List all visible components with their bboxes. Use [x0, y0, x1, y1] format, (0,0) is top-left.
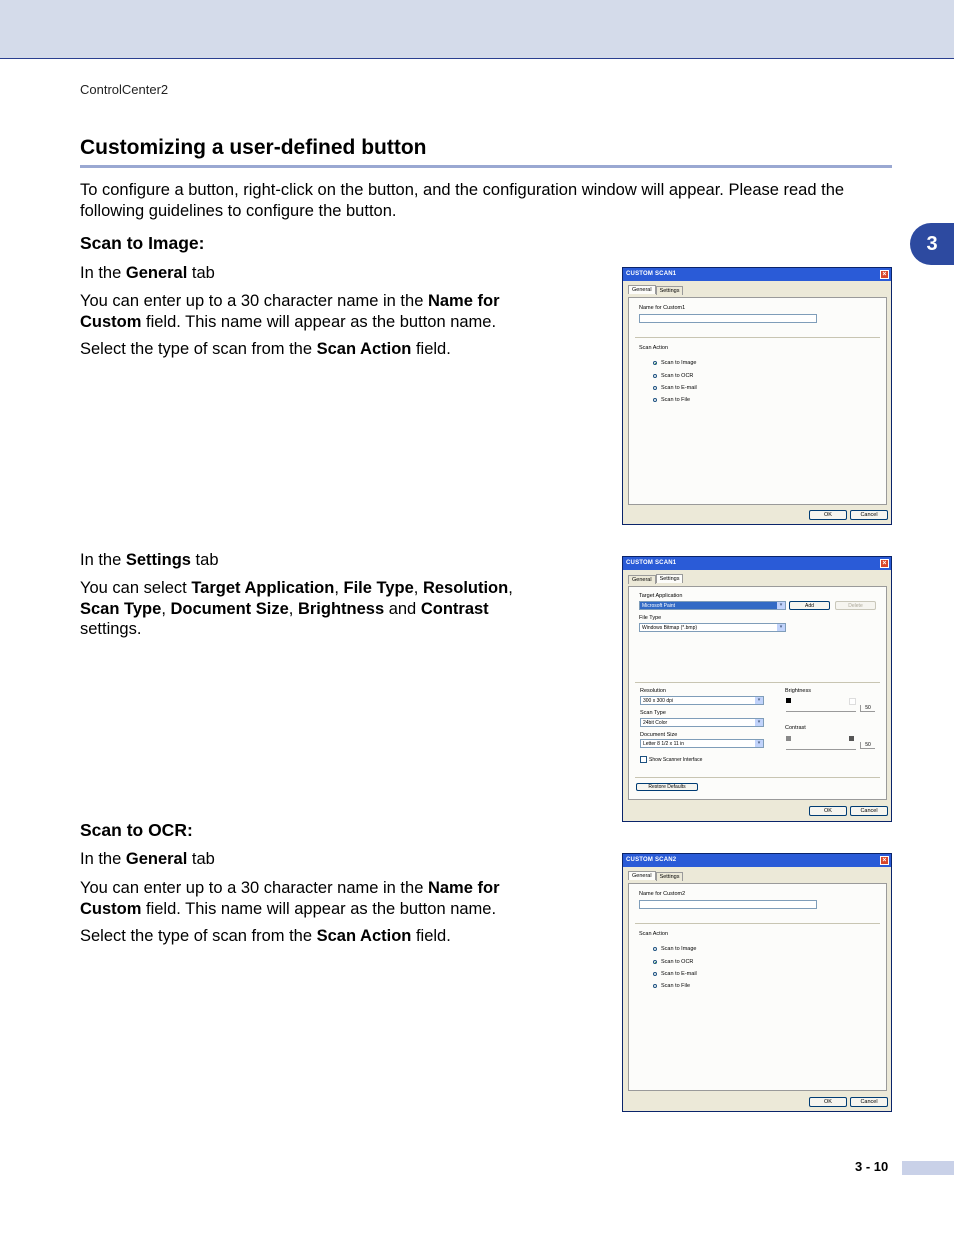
radio-icon — [653, 972, 657, 976]
close-icon[interactable]: × — [880, 856, 889, 865]
brightness-value[interactable]: 50 — [860, 705, 875, 712]
file-type-select[interactable]: Windows Bitmap (*.bmp) ▾ — [639, 623, 786, 632]
dialog-titlebar: CUSTOM SCAN1 × — [623, 557, 891, 570]
tab-general[interactable]: General — [628, 871, 656, 880]
intro-paragraph: To configure a button, right-click on the button, and the configuration window will appear. Please read the following guidelines to configure the button. — [80, 181, 845, 220]
ok-button[interactable]: OK — [809, 806, 847, 816]
footer-band — [902, 1161, 954, 1175]
checkbox-icon — [640, 756, 647, 763]
divider — [635, 337, 880, 338]
custom-scan2-general-dialog — [622, 853, 892, 1112]
document-size-select[interactable]: Letter 8 1/2 x 11 in ▾ — [640, 739, 764, 748]
tab-settings[interactable]: Settings — [656, 872, 684, 881]
name-for-custom-field[interactable] — [639, 314, 817, 323]
ok-button[interactable]: OK — [809, 1097, 847, 1107]
low-contrast-icon — [786, 736, 791, 741]
name-for-custom-field[interactable] — [639, 900, 817, 909]
resolution-label: Resolution — [640, 688, 666, 694]
divider — [635, 682, 880, 683]
cancel-button[interactable]: Cancel — [850, 510, 888, 520]
radio-icon — [653, 398, 657, 402]
radio-selected-icon — [653, 960, 657, 964]
scan-action-paragraph: Select the type of scan from the Scan Action field. — [80, 340, 451, 358]
tab-general[interactable]: General — [628, 575, 656, 584]
radio-selected-icon — [653, 361, 657, 365]
show-scanner-interface-checkbox[interactable]: Show Scanner Interface — [640, 756, 702, 763]
name-for-custom-label: Name for Custom2 — [639, 891, 686, 897]
contrast-label: Contrast — [785, 725, 806, 731]
divider — [635, 777, 880, 778]
contrast-value[interactable]: 50 — [860, 742, 875, 749]
close-icon[interactable]: × — [880, 559, 889, 568]
ok-button[interactable]: OK — [809, 510, 847, 520]
settings-tab-line: In the Settings tab — [80, 551, 219, 569]
radio-scan-to-email[interactable]: Scan to E-mail — [653, 971, 697, 977]
header-band — [0, 0, 954, 59]
add-button[interactable]: Add — [789, 601, 830, 610]
general-tab-line: In the General tab — [80, 264, 215, 282]
chevron-down-icon: ▾ — [777, 624, 785, 631]
brightness-label: Brightness — [785, 688, 811, 694]
chevron-down-icon: ▾ — [755, 719, 763, 726]
restore-defaults-button[interactable]: Restore Defaults — [636, 783, 698, 791]
heading-scan-to-ocr: Scan to OCR: — [80, 820, 193, 840]
custom-scan1-general-dialog — [622, 267, 892, 525]
section-title: Customizing a user-defined button — [80, 136, 427, 159]
settings-pane — [628, 586, 887, 800]
high-contrast-icon — [849, 736, 854, 741]
target-application-select[interactable]: Microsoft Paint ▾ — [639, 601, 786, 610]
contrast-slider[interactable] — [786, 749, 856, 750]
chevron-down-icon: ▾ — [777, 602, 785, 609]
settings-paragraph: You can select Target Application, File Type, Resolution, Scan Type, Document Size, Brightness and Contrast settings. — [80, 579, 513, 638]
chapter-tab: 3 — [910, 223, 954, 265]
ocr-general-tab-line: In the General tab — [80, 850, 215, 868]
ocr-name-paragraph: You can enter up to a 30 character name in the Name for Custom field. This name will appear as the button name. — [80, 879, 500, 918]
cancel-button[interactable]: Cancel — [850, 806, 888, 816]
tab-settings[interactable]: Settings — [656, 286, 684, 295]
document-size-label: Document Size — [640, 732, 678, 738]
cancel-button[interactable]: Cancel — [850, 1097, 888, 1107]
running-title: ControlCenter2 — [80, 82, 169, 97]
target-application-label: Target Application — [639, 593, 683, 599]
radio-icon — [653, 386, 657, 390]
radio-scan-to-email[interactable]: Scan to E-mail — [653, 385, 697, 391]
heading-scan-to-image: Scan to Image: — [80, 233, 205, 253]
name-for-custom-label: Name for Custom1 — [639, 305, 686, 311]
divider — [635, 923, 880, 924]
scan-type-label: Scan Type — [640, 710, 666, 716]
tab-settings[interactable]: Settings — [656, 574, 684, 583]
dark-square-icon — [786, 698, 791, 703]
close-icon[interactable]: × — [880, 270, 889, 279]
chevron-down-icon: ▾ — [755, 697, 763, 704]
scan-action-label: Scan Action — [639, 345, 669, 351]
scan-type-select[interactable]: 24bit Color ▾ — [640, 718, 764, 727]
radio-icon — [653, 374, 657, 378]
custom-scan1-settings-dialog — [622, 556, 892, 822]
radio-scan-to-file[interactable]: Scan to File — [653, 983, 690, 989]
radio-icon — [653, 947, 657, 951]
file-type-label: File Type — [639, 615, 662, 621]
delete-button[interactable]: Delete — [835, 601, 876, 610]
title-rule — [80, 165, 892, 168]
radio-scan-to-file[interactable]: Scan to File — [653, 397, 690, 403]
dialog-titlebar: CUSTOM SCAN2 × — [623, 854, 891, 867]
dialog-titlebar: CUSTOM SCAN1 × — [623, 268, 891, 281]
radio-scan-to-image[interactable]: Scan to Image — [653, 946, 696, 952]
tab-general[interactable]: General — [628, 285, 656, 294]
radio-scan-to-ocr[interactable]: Scan to OCR — [653, 373, 693, 379]
page-number: 3 - 10 — [855, 1159, 889, 1174]
general-pane — [628, 297, 887, 505]
chevron-down-icon: ▾ — [755, 740, 763, 747]
radio-scan-to-ocr[interactable]: Scan to OCR — [653, 959, 693, 965]
name-for-custom-paragraph: You can enter up to a 30 character name in the Name for Custom field. This name will appear as the button name. — [80, 292, 500, 331]
resolution-select[interactable]: 300 x 300 dpi ▾ — [640, 696, 764, 705]
ocr-scan-action-paragraph: Select the type of scan from the Scan Action field. — [80, 927, 451, 945]
radio-scan-to-image[interactable]: Scan to Image — [653, 360, 696, 366]
light-square-icon — [849, 698, 856, 705]
radio-icon — [653, 984, 657, 988]
scan-action-label: Scan Action — [639, 931, 669, 937]
general-pane — [628, 883, 887, 1091]
brightness-slider[interactable] — [786, 711, 856, 712]
